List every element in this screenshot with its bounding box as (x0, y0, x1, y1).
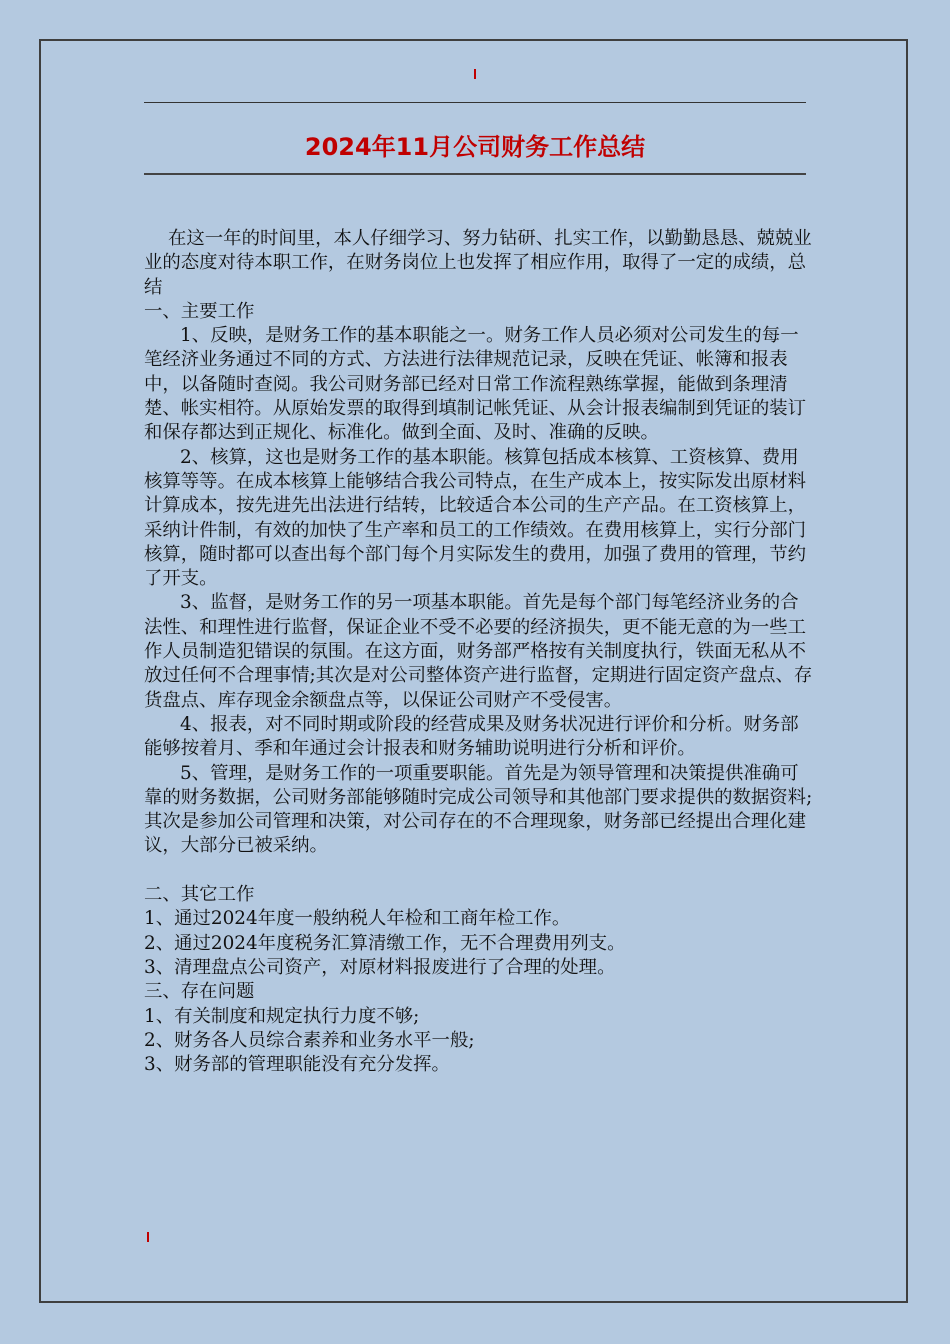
other-work-item-3: 3、清理盘点公司资产，对原材料报废进行了合理的处理。 (144, 956, 616, 978)
document-body (144, 227, 814, 1077)
section-heading-other-work: 二、其它工作 (144, 884, 255, 906)
footer-cursor-mark (147, 1232, 149, 1242)
main-work-item-4: 4、报表，对不同时期或阶段的经营成果及财务状况进行评价和分析。财务部能够按着月、季和年通过会计报表和财务辅助说明进行分析和评价。 (144, 713, 799, 760)
other-work-item-1: 1、通过2024年度一般纳税人年检和工商年检工作。 (144, 908, 571, 930)
blank-line (144, 859, 814, 883)
header-cursor-mark (474, 69, 476, 79)
other-work-item-2: 2、通过2024年度税务汇算清缴工作，无不合理费用列支。 (144, 932, 626, 954)
problem-item-1: 1、有关制度和规定执行力度不够; (144, 1005, 420, 1027)
main-work-item-1: 1、反映，是财务工作的基本职能之一。财务工作人员必须对公司发生的每一笔经济业务通过不同的方式、方法进行法律规范记录，反映在凭证、帐簿和报表中，以备随时查阅。我公司财务部已经对日常工作流程熟练掌握，能做到条理清楚、帐实相符。从原始发票的取得到填制记帐凭证、从会计报表编制到凭证的装订和保存都达到正规化、标准化。做到全面、及时、准确的反映。 (144, 325, 807, 444)
section-heading-main-work: 一、主要工作 (144, 300, 255, 322)
document-title: 2024年11月公司财务工作总结 (304, 133, 646, 161)
title-underline (144, 173, 806, 175)
main-work-item-2: 2、核算，这也是财务工作的基本职能。核算包括成本核算、工资核算、费用核算等等。在成本核算上能够结合我公司特点，在生产成本上，按实际发出原材料计算成本，按先进先出法进行结转，比较适合本公司的生产产品。在工资核算上，采纳计件制，有效的加快了生产率和员工的工作绩效。在费用核算上，实行分部门核算，随时都可以查出每个部门每个月实际发生的费用，加强了费用的管理，节约了开支。 (144, 446, 807, 590)
section-heading-problems: 三、存在问题 (144, 981, 255, 1003)
main-work-item-5: 5、管理，是财务工作的一项重要职能。首先是为领导管理和决策提供准确可靠的财务数据，公司财务部能够随时完成公司领导和其他部门要求提供的数据资料;其次是参加公司管理和决策，对公司存在的不合理现象，财务部已经提出合理化建议，大部分已被采纳。 (144, 762, 813, 857)
intro-paragraph: 在这一年的时间里，本人仔细学习、努力钻研、扎实工作，以勤勤恳恳、兢兢业业的态度对待本职工作，在财务岗位上也发挥了相应作用，取得了一定的成绩，总结 (144, 228, 812, 298)
problem-item-2: 2、财务各人员综合素养和业务水平一般; (144, 1029, 475, 1051)
header-rule (144, 102, 806, 103)
main-work-item-3: 3、监督，是财务工作的另一项基本职能。首先是每个部门每笔经济业务的合法性、和理性进行监督，保证企业不受不必要的经济损失，更不能无意的为一些工作人员制造犯错误的氛围。在这方面，财务部严格按有关制度执行，铁面无私从不放过任何不合理事情;其次是对公司整体资产进行监督，定期进行固定资产盘点、存货盘点、库存现金余额盘点等，以保证公司财产不受侵害。 (144, 592, 813, 711)
problem-item-3: 3、财务部的管理职能没有充分发挥。 (144, 1054, 450, 1076)
